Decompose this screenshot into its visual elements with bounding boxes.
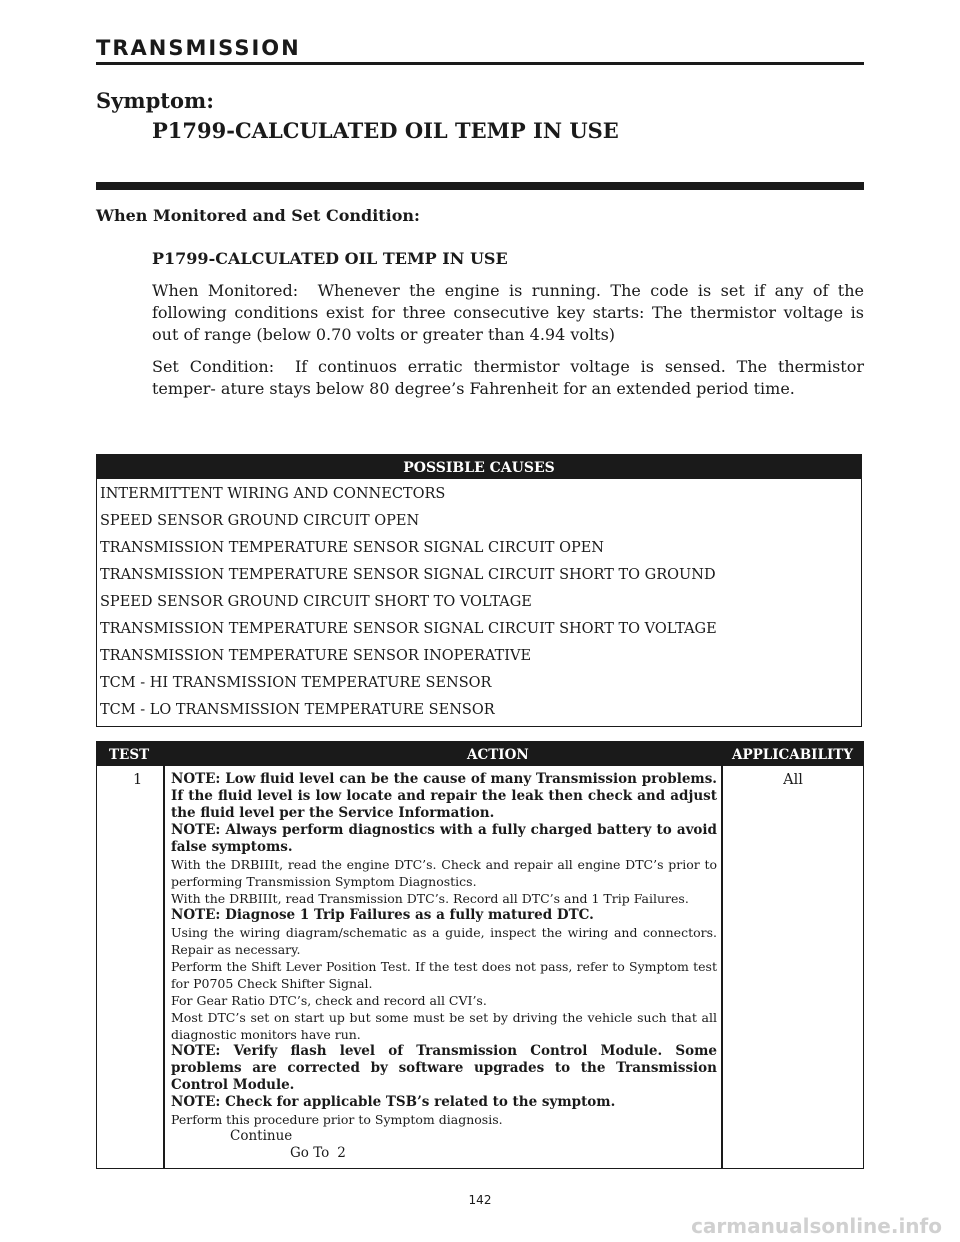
goto-link[interactable]	[290, 1145, 346, 1161]
goto-target: 2	[337, 1145, 346, 1161]
when-monitored-label: When Monitored:	[152, 281, 299, 300]
conditions-code: P1799-CALCULATED OIL TEMP IN USE	[152, 249, 508, 268]
col-action-header: ACTION	[467, 747, 529, 763]
conditions-block	[152, 248, 864, 410]
when-monitored	[152, 280, 864, 346]
col-applicability-header: APPLICABILITY	[731, 747, 853, 763]
when-monitored-text: Whenever the engine is running. The code is set if any of the following conditions exist for three consecutive key starts: The thermistor voltage is out of range (below 0.70 volts or greater than 4.94 volts)	[152, 281, 865, 344]
action-note: NOTE: Check for applicable TSB’s related to the symptom.	[171, 1094, 616, 1110]
action-step: Perform this procedure prior to Symptom diagnosis.	[171, 1112, 503, 1127]
action-step: With the DRBIIIt, read the engine DTC’s. Check and repair all engine DTC’s prior to performing Transmission Symptom Diagnostics.	[171, 857, 717, 889]
action-note: NOTE: Verify flash level of Transmission Control Module. Some problems are corrected by software upgrades to the Transmission Control Module.	[171, 1043, 717, 1093]
cause-item: TRANSMISSION TEMPERATURE SENSOR SIGNAL CIRCUIT OPEN	[100, 540, 604, 556]
cause-item: TCM - HI TRANSMISSION TEMPERATURE SENSOR	[100, 675, 492, 691]
action-step: Most DTC’s set on start up but some must be set by driving the vehicle such that all diagnostic monitors have run.	[171, 1010, 717, 1042]
goto-label: Go To	[290, 1145, 330, 1161]
cause-item: SPEED SENSOR GROUND CIRCUIT SHORT TO VOLTAGE	[100, 594, 532, 610]
page-number: 142	[468, 1193, 492, 1207]
set-condition-text: If continuos erratic thermistor voltage is sensed. The thermistor temper- ature stays below 80 degree’s Fahrenheit for an extended period time.	[152, 357, 865, 398]
set-condition-label: Set Condition:	[152, 357, 275, 376]
action-step: With the DRBIIIt, read Transmission DTC’s. Record all DTC’s and 1 Trip Failures.	[171, 891, 689, 906]
symptom-code: P1799-CALCULATED OIL TEMP IN USE	[152, 118, 619, 143]
action-note: NOTE: Low fluid level can be the cause of many Transmission problems. If the fluid level is low locate and repair the leak then check and adjust the fluid level per the Service Information.	[171, 771, 717, 821]
action-note: NOTE: Diagnose 1 Trip Failures as a fully matured DTC.	[171, 907, 594, 923]
conditions-title: When Monitored and Set Condition:	[96, 206, 420, 225]
test-applicability: All	[783, 772, 803, 788]
action-step: Using the wiring diagram/schematic as a guide, inspect the wiring and connectors. Repair as necessary.	[171, 925, 717, 957]
action-note: NOTE: Always perform diagnostics with a fully charged battery to avoid false symptoms.	[171, 822, 717, 855]
action-step: Perform the Shift Lever Position Test. If the test does not pass, refer to Symptom test for P0705 Check Shifter Signal.	[171, 959, 717, 991]
section-title: TRANSMISSION	[96, 36, 301, 60]
cause-item: TRANSMISSION TEMPERATURE SENSOR INOPERATIVE	[100, 648, 532, 664]
action-step: For Gear Ratio DTC’s, check and record all CVI’s.	[171, 993, 487, 1008]
test-table	[96, 741, 864, 1169]
symptom-label: Symptom:	[96, 88, 214, 113]
symptom-rule	[96, 182, 864, 190]
header-rule	[96, 62, 864, 65]
cause-item: SPEED SENSOR GROUND CIRCUIT OPEN	[100, 513, 420, 529]
possible-causes-header: POSSIBLE CAUSES	[97, 455, 861, 479]
test-table-header	[97, 742, 863, 766]
test-result: Continue	[230, 1128, 293, 1144]
cause-item: TRANSMISSION TEMPERATURE SENSOR SIGNAL CIRCUIT SHORT TO GROUND	[100, 567, 716, 583]
watermark: carmanualsonline.info	[691, 1214, 942, 1238]
column-divider	[163, 766, 165, 1168]
set-condition	[152, 356, 864, 400]
col-test-header: TEST	[109, 747, 150, 763]
cause-item: TRANSMISSION TEMPERATURE SENSOR SIGNAL CIRCUIT SHORT TO VOLTAGE	[100, 621, 717, 637]
test-number: 1	[133, 772, 143, 788]
column-divider	[721, 766, 723, 1168]
cause-item: TCM - LO TRANSMISSION TEMPERATURE SENSOR	[100, 702, 495, 718]
possible-causes-table	[96, 454, 862, 727]
test-action	[171, 771, 717, 1128]
cause-item: INTERMITTENT WIRING AND CONNECTORS	[100, 486, 446, 502]
